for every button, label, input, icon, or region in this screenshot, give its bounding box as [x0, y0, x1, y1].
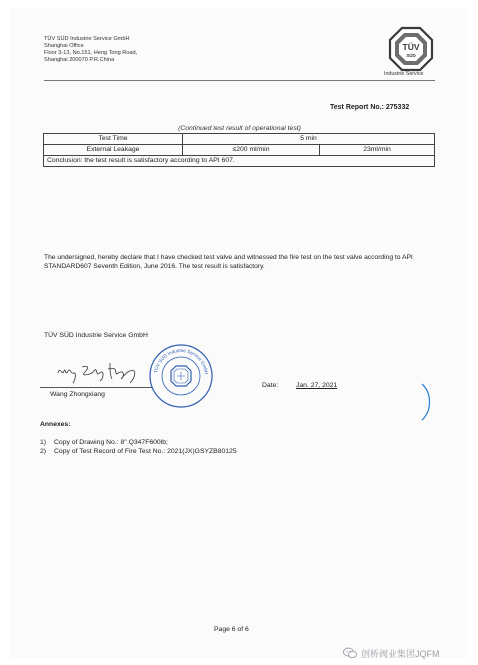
table-conclusion: Conclusion: the test result is satisfactory according to API 607.: [44, 156, 435, 167]
svg-text:TÜV: TÜV: [402, 42, 420, 52]
signature-company: TÜV SÜD Industrie Service GmbH: [44, 332, 148, 339]
signature-line: [40, 387, 152, 388]
table-cell-value: 5 min: [183, 134, 435, 145]
annexes-heading: Annexes:: [40, 421, 71, 428]
table-row: [44, 134, 435, 145]
wechat-icon: [343, 647, 357, 659]
table-caption: (Continued test result of operational test): [178, 125, 301, 132]
company-stamp-icon: [148, 343, 214, 409]
list-item-text: Copy of Test Record of Fire Test No.: 2021(JX)GSYZB80125: [54, 448, 237, 455]
list-item: [40, 438, 237, 447]
list-item: [40, 447, 237, 456]
table-cell-limit: ≤200 ml/min: [183, 145, 320, 156]
annexes-list: [40, 438, 237, 456]
handwritten-signature-icon: [54, 359, 144, 385]
blue-bracket-mark-icon: [418, 383, 432, 421]
letterhead-company: TÜV SÜD Industrie Service GmbH: [44, 36, 130, 42]
date-label: Date:: [262, 382, 279, 389]
letterhead-city: Shanghai 200070 P.R.China: [44, 57, 115, 63]
signer-name: Wang Zhongxiang: [50, 391, 105, 398]
table-row: [44, 145, 435, 156]
letterhead-address: [44, 36, 137, 64]
tuv-sud-logo-icon: [388, 26, 434, 72]
date-value: Jan. 27, 2021: [296, 382, 338, 389]
list-item-number: 2): [40, 448, 47, 455]
table-cell-value: 23ml/min: [320, 145, 435, 156]
svg-text:SÜD: SÜD: [406, 53, 416, 58]
header-divider: [44, 80, 435, 81]
table-cell-label: Test Time: [44, 134, 183, 145]
letterhead-street: Floor 3-13, No.151, Heng Tong Road,: [44, 50, 138, 56]
table-cell-label: External Leakage: [44, 145, 183, 156]
report-number: Test Report No.: 275332: [330, 104, 410, 111]
watermark-text: 创桥阀业集团JQFM: [361, 648, 440, 659]
letterhead-office: Shanghai Office: [44, 43, 84, 49]
logo-caption: Industrie Service: [384, 71, 424, 77]
list-item-number: 1): [40, 439, 47, 446]
page-number: Page 6 of 6: [214, 626, 249, 633]
list-item-text: Copy of Drawing No.: 8" Q347F600lb;: [54, 439, 168, 446]
test-result-table: [43, 133, 435, 167]
declaration-paragraph: The undersigned, hereby declare that I have checked test valve and witnessed the fire test on the test valve according to API STANDARD607 Seventh Edition, June 2016. The test result is satisfactory.: [44, 254, 413, 270]
table-row: [44, 156, 435, 167]
watermark: [343, 646, 440, 660]
svg-text:TÜV SÜD Industrie Service GmbH: TÜV SÜD Industrie Service GmbH: [153, 347, 209, 375]
